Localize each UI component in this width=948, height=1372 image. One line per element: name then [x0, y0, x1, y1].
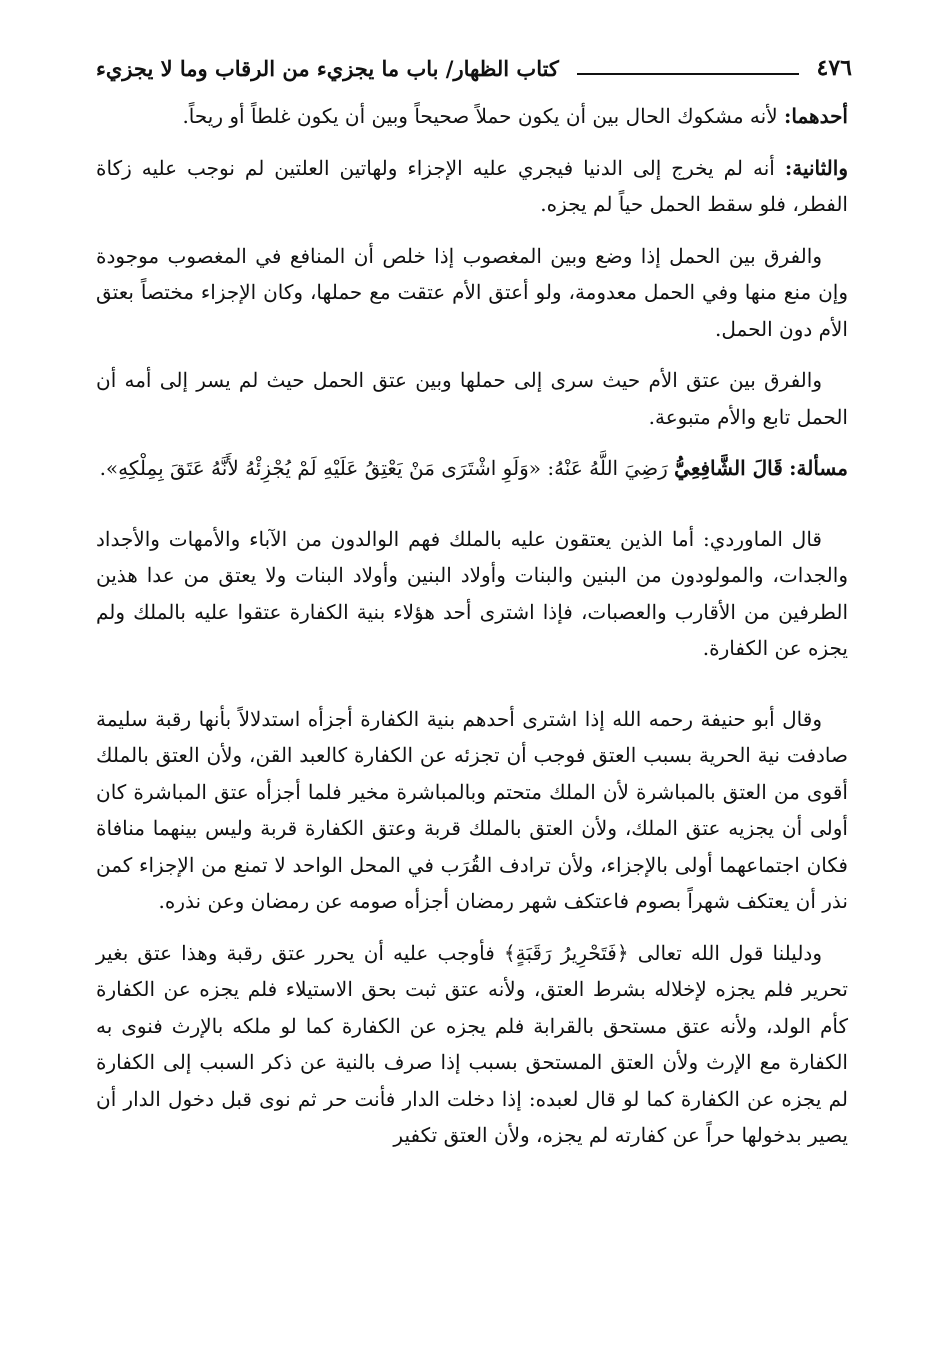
masala-author: قَالَ الشَّافِعِيُّ	[674, 456, 783, 480]
paragraph-second-reason	[96, 150, 848, 223]
paragraph-masala	[96, 450, 848, 487]
paragraph-difference-usurped	[96, 238, 848, 348]
running-title: كتاب الظهار/ باب ما يجزيء من الرقاب وما لا يجزيء	[96, 55, 559, 81]
paragraph-abu-hanifa	[96, 701, 848, 920]
page-body	[96, 98, 848, 1169]
header-rule	[577, 73, 799, 75]
paragraph-lead: والثانية:	[784, 155, 848, 180]
paragraph-text: وقال أبو حنيفة رحمه الله إذا اشترى أحدهم بنية الكفارة أجزأه استدلالاً بأنها رقبة سليمة صادفت نية الحرية بسبب العتق فوجب أن تجزئه عن الكفارة كالعبد القن، ولأن العتق بالملك أقوى من العتق بالمباشرة لأن الملك متحتم وبالمباشرة مخير فلما أجزأه عتق المباشرة كان أولى أن يجزيه عتق الملك، ولأن العتق بالملك قربة وعتق الكفارة قربة وليس بينهما منافاة فكان اجتماعهما أولى بالإجزاء، ولأن ترادف القُرَب في المحل الواحد لا تمنع من الإجزاء كمن نذر أن يعتكف شهراً بصوم فاعتكف شهر رمضان أجزأه صومه عن رمضان وعن نذره.	[96, 706, 848, 913]
paragraph-text: ودليلنا قول الله تعالى ﴿فَتَحْرِيرُ رَقَبَةٍ﴾ فأوجب عليه أن يحرر عتق رقبة وهذا عتق بغير تحرير فلم يجزه لإخلاله بشرط العتق، ولأنه عتق ثبت بحق الاستيلاء فلم يجزه عن الكفارة كأم الولد، ولأنه عتق مستحق بالقرابة فلم يجزه عن الكفارة كما لو ملكه بالإرث فنوى به الكفارة مع الإرث ولأن العتق المستحق بسبب إذا صرف بالنية عن ذكر السبب إلى الكفارة لم يجزه عن الكفارة كما لو قال لعبده: إذا دخلت الدار فأنت حر ثم نوى قبل دخول الدار أن يصير بدخولها حراً عن كفارته لم يجزه، ولأن العتق تكفير	[96, 940, 848, 1147]
paragraph-text: قال الماوردي: أما الذين يعتقون عليه بالملك فهم الوالدون من الآباء والأمهات والأجداد والجدات، والمولودون من البنين والبنات وأولاد البنين وأولاد البنات ولا يعتق من عدا هذين الطرفين من الأقارب والعصبات، فإذا اشترى أحد هؤلاء بنية الكفارة عتقوا عليه بالملك ولم يجزه عن الكفارة.	[96, 526, 848, 660]
running-header	[96, 48, 852, 88]
paragraph-lead: أحدهما:	[783, 104, 848, 128]
masala-label: مسألة:	[789, 456, 848, 480]
paragraph-text: أنه لم يخرج إلى الدنيا فيجري عليه الإجزاء ولهاتين العلتين لم نوجب عليه زكاة الفطر، فلو سقط الحمل حياً لم يجزه.	[96, 155, 848, 216]
paragraph-our-evidence	[96, 935, 848, 1154]
page-number: ٤٧٦	[816, 55, 852, 81]
paragraph-text: والفرق بين عتق الأم حيث سرى إلى حملها وبين عتق الحمل حيث لم يسر إلى أمه أن الحمل تابع والأم متبوعة.	[96, 368, 848, 429]
paragraph-first-reason	[96, 98, 848, 135]
paragraph-mawardi	[96, 521, 848, 667]
paragraph-difference-mother	[96, 362, 848, 435]
paragraph-text: والفرق بين الحمل إذا وضع وبين المغصوب إذا خلص أن المنافع في المغصوب موجودة وإن منع منها وفي الحمل معدومة، ولو أعتق الأم عتقت مع حملها، وكان الإجزاء مختصاً بعتق الأم دون الحمل.	[96, 243, 848, 341]
masala-text: رَضِيَ اللَّهُ عَنْهُ: «وَلَوِ اشْتَرَى مَنْ يَعْتِقُ عَلَيْهِ لَمْ يُجْزِئْهُ لأَنَّهُ عَتَقَ بِمِلْكِهِ».	[99, 456, 675, 480]
paragraph-text: لأنه مشكوك الحال بين أن يكون حملاً صحيحاً وبين أن يكون غلطاً أو ريحاً.	[182, 104, 784, 128]
